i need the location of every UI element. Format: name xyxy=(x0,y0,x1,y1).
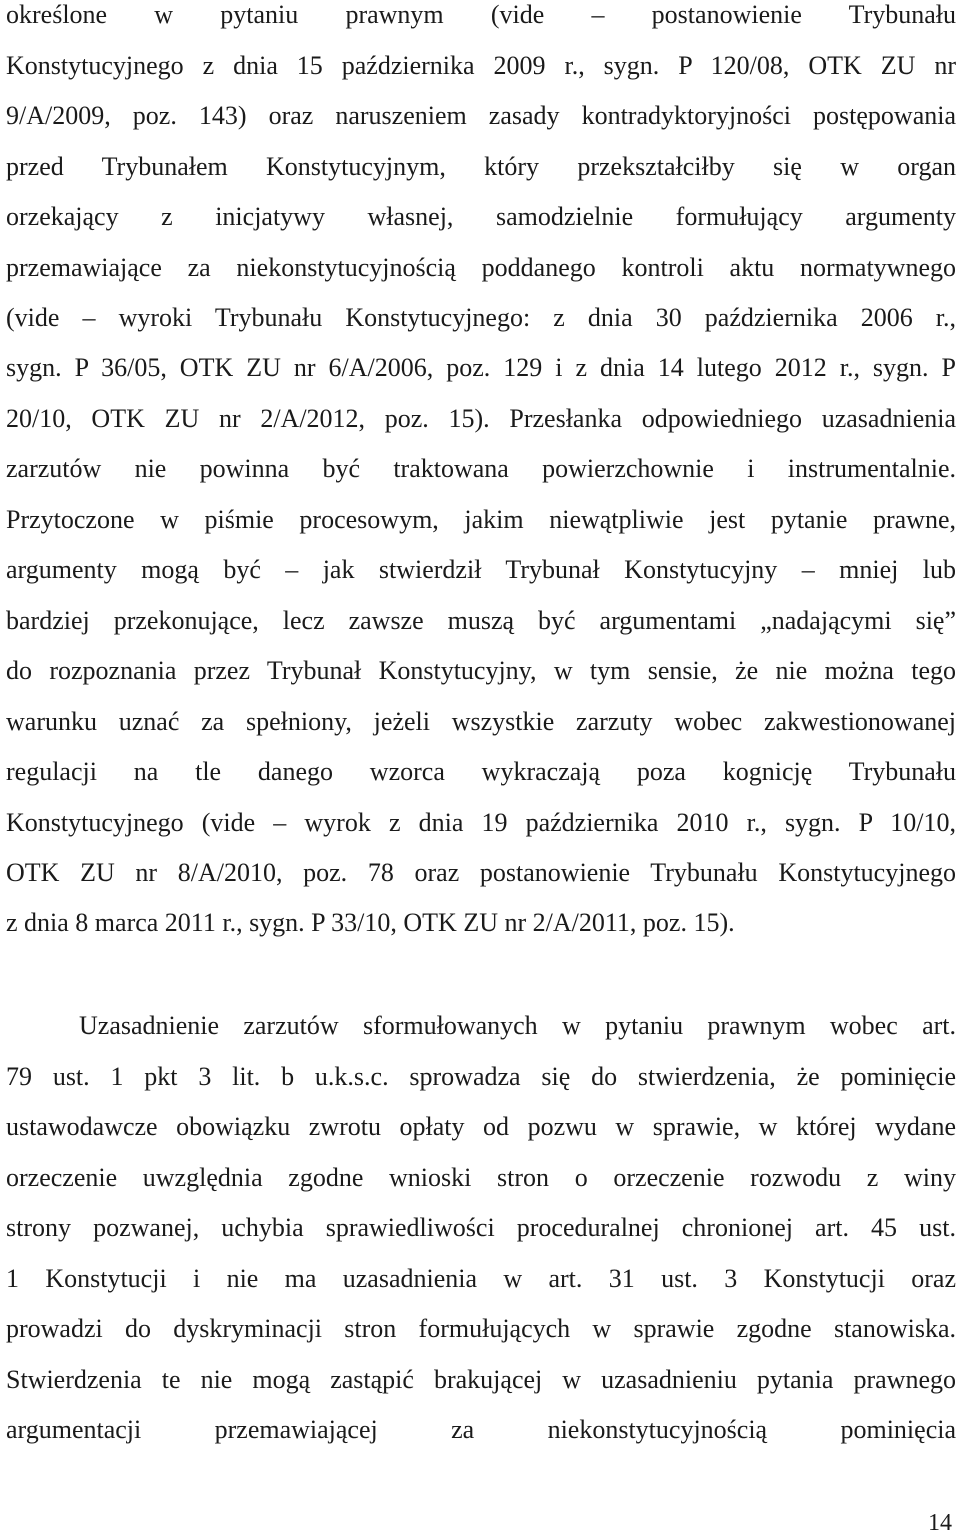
page-number: 14 xyxy=(928,1510,952,1536)
text-line: Konstytucyjnego (vide – wyrok z dnia 19 października 2010 r., sygn. P 10/10, xyxy=(6,808,956,837)
text-line: przed Trybunałem Konstytucyjnym, który przekształciłby się w organ xyxy=(6,152,956,181)
text-line: z dnia 8 marca 2011 r., sygn. P 33/10, OTK ZU nr 2/A/2011, poz. 15). xyxy=(6,908,735,937)
text-line: argumentacji przemawiającej za niekonstytucyjnością pominięcia xyxy=(6,1415,956,1444)
text-line: orzeczenie uwzględnia zgodne wnioski stron o orzeczenie rozwodu z winy xyxy=(6,1163,956,1192)
text-line: bardziej przekonujące, lecz zawsze muszą być argumentami „nadającymi się” xyxy=(6,606,956,635)
text-line: strony pozwanej, uchybia sprawiedliwości proceduralnej chronionej art. 45 ust. xyxy=(6,1213,956,1242)
text-line: 1 Konstytucji i nie ma uzasadnienia w art. 31 ust. 3 Konstytucji oraz xyxy=(6,1264,956,1293)
text-line: warunku uznać za spełniony, jeżeli wszystkie zarzuty wobec zakwestionowanej xyxy=(6,707,956,736)
text-line: Stwierdzenia te nie mogą zastąpić brakującej w uzasadnieniu pytania prawnego xyxy=(6,1365,956,1394)
text-line: Przytoczone w piśmie procesowym, jakim niewątpliwie jest pytanie prawne, xyxy=(6,505,956,534)
text-line: 9/A/2009, poz. 143) oraz naruszeniem zasady kontradyktoryjności postępowania xyxy=(6,101,956,130)
text-line: 79 ust. 1 pkt 3 lit. b u.k.s.c. sprowadza się do stwierdzenia, że pominięcie xyxy=(6,1062,956,1091)
text-line: Uzasadnienie zarzutów sformułowanych w pytaniu prawnym wobec art. xyxy=(79,1011,956,1040)
text-line: 20/10, OTK ZU nr 2/A/2012, poz. 15). Przesłanka odpowiedniego uzasadnienia xyxy=(6,404,956,433)
text-line: przemawiające za niekonstytucyjnością poddanego kontroli aktu normatywnego xyxy=(6,253,956,282)
text-line: regulacji na tle danego wzorca wykraczają poza kognicję Trybunału xyxy=(6,757,956,786)
text-line: Konstytucyjnego z dnia 15 października 2009 r., sygn. P 120/08, OTK ZU nr xyxy=(6,51,956,80)
text-line: do rozpoznania przez Trybunał Konstytucyjny, w tym sensie, że nie można tego xyxy=(6,656,956,685)
text-line: OTK ZU nr 8/A/2010, poz. 78 oraz postanowienie Trybunału Konstytucyjnego xyxy=(6,858,956,887)
text-line: określone w pytaniu prawnym (vide – postanowienie Trybunału xyxy=(6,0,956,29)
text-line: ustawodawcze obowiązku zwrotu opłaty od pozwu w sprawie, w której wydane xyxy=(6,1112,956,1141)
text-line: argumenty mogą być – jak stwierdził Trybunał Konstytucyjny – mniej lub xyxy=(6,555,956,584)
text-line: sygn. P 36/05, OTK ZU nr 6/A/2006, poz. 129 i z dnia 14 lutego 2012 r., sygn. P xyxy=(6,353,956,382)
text-line: prowadzi do dyskryminacji stron formułujących w sprawie zgodne stanowiska. xyxy=(6,1314,956,1343)
text-line: (vide – wyroki Trybunału Konstytucyjnego: z dnia 30 października 2006 r., xyxy=(6,303,956,332)
text-line: orzekający z inicjatywy własnej, samodzielnie formułujący argumenty xyxy=(6,202,956,231)
text-line: zarzutów nie powinna być traktowana powierzchownie i instrumentalnie. xyxy=(6,454,956,483)
